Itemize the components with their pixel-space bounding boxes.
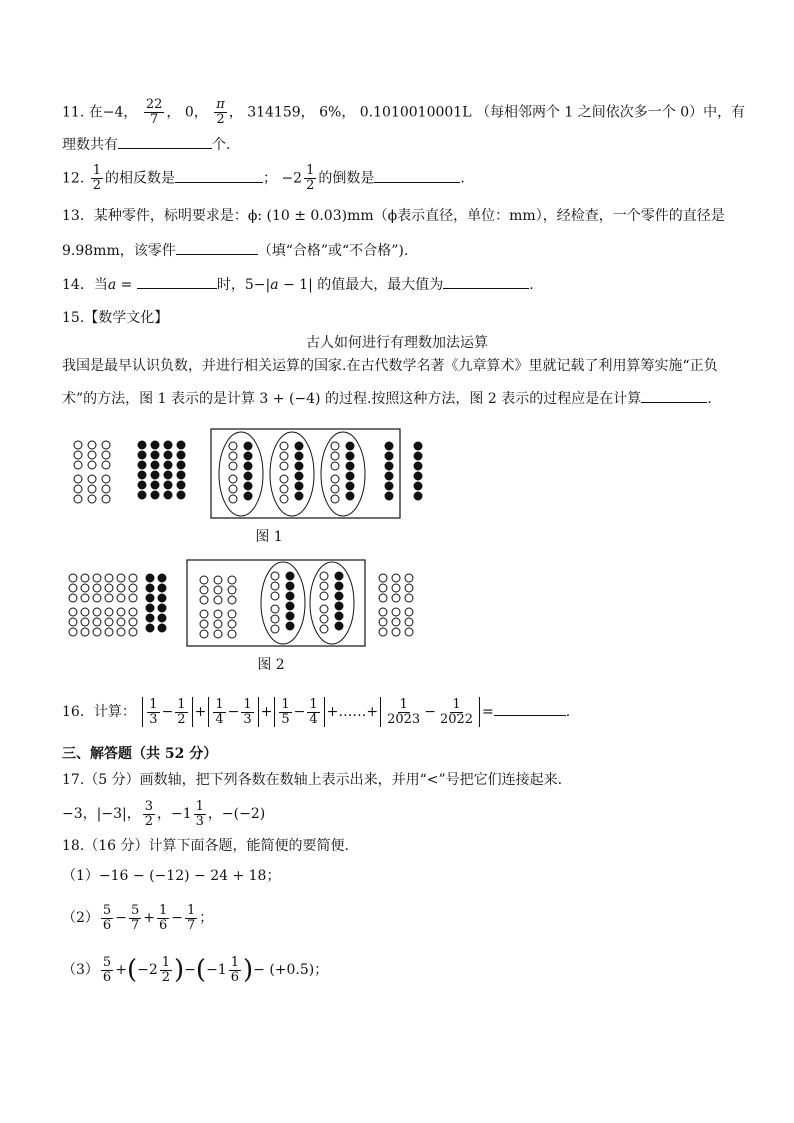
q18-p1-expr: −16 − (−12) − 24 + 18； <box>98 868 281 884</box>
q15-title-text: 古人如何进行有理数加法运算 <box>306 335 488 351</box>
q13-text: 13．某种零件，标明要求是：ϕ: (10 ± 0.03)mm（ϕ表示直径，单位：mm），经检查，一个零件的直径是 <box>62 208 725 224</box>
white-counter <box>117 594 125 602</box>
black-counter <box>286 602 294 610</box>
q16-frac-1-2 <box>175 698 187 727</box>
q18-p2-end: ； <box>199 910 214 926</box>
frac-den: 2023 <box>387 711 421 727</box>
q17-frac-3-2 <box>143 800 155 829</box>
q14-text1: 14．当 <box>62 277 108 293</box>
white-counter <box>117 608 125 616</box>
q16-frac-1-4 <box>213 698 225 727</box>
q11-pi-num: π <box>216 97 225 112</box>
q18-part1 <box>62 866 280 886</box>
frac <box>101 956 113 985</box>
frac-den: 3 <box>243 711 252 727</box>
q18-part3: （3） $\frac{5}{6}$ +(−2 $\frac{1}{2}$ )−(−1 $\frac{1}{6}$ )− (+0.5)； <box>62 954 329 985</box>
black-counter <box>146 614 154 622</box>
equals-sign: = <box>482 704 494 720</box>
left-paren: ( <box>195 955 207 985</box>
mixed-whole: −1 <box>206 962 227 978</box>
white-counter <box>200 630 208 638</box>
white-counter <box>105 618 113 626</box>
right-paren: ) <box>174 955 185 985</box>
q16-frac-1-4b <box>307 698 319 727</box>
white-counter <box>392 608 400 616</box>
frac-den: 2 <box>161 969 171 985</box>
white-counter <box>105 574 113 582</box>
black-counter <box>146 604 154 612</box>
white-counter <box>228 596 236 604</box>
white-counter <box>105 608 113 616</box>
white-counter <box>69 584 77 592</box>
black-counter <box>146 624 154 632</box>
black-counter <box>158 614 166 622</box>
frac-den: 7 <box>130 917 140 933</box>
q15-label-text: 15.【数学文化】 <box>62 310 169 326</box>
plus-sign: + <box>194 704 207 720</box>
black-counter <box>286 572 294 580</box>
frac-den: 2 <box>144 813 153 829</box>
white-counter <box>405 584 413 592</box>
q11-num-314159: 314159 <box>247 104 301 121</box>
frac-den: 3 <box>149 711 158 727</box>
q16-frac-1-2022 <box>438 698 475 727</box>
frac-den: 4 <box>215 711 224 727</box>
white-counter <box>129 608 137 616</box>
white-counter <box>105 594 113 602</box>
white-counter <box>228 586 236 594</box>
white-counter <box>200 610 208 618</box>
black-counter <box>335 572 343 580</box>
frac-den: 7 <box>186 917 196 933</box>
white-counter <box>81 584 89 592</box>
black-counter <box>286 622 294 630</box>
white-counter <box>214 620 222 628</box>
white-counter <box>105 628 113 636</box>
white-counter <box>200 620 208 628</box>
abs-bar <box>274 697 275 727</box>
white-counter <box>379 628 387 636</box>
q11-note: （每相邻两个 1 之间依次多一个 0）中，有 <box>475 104 746 121</box>
q11-number: 11. <box>62 104 85 121</box>
white-counter <box>214 586 222 594</box>
q11-frac-num: 22 <box>145 97 163 112</box>
black-counter <box>335 592 343 600</box>
abs-bar <box>324 697 325 727</box>
q12-frac-den: 2 <box>92 178 101 193</box>
frac-num: 5 <box>102 954 112 970</box>
q15-para2-end: . <box>707 391 712 407</box>
abs-bar <box>142 697 143 727</box>
white-counter <box>405 628 413 636</box>
white-counter <box>392 574 400 582</box>
q17-numbers-1: −3，|−3|， <box>62 806 141 822</box>
frac-num: 1 <box>195 798 204 814</box>
white-counter <box>93 594 101 602</box>
white-counter <box>129 594 137 602</box>
white-counter <box>81 594 89 602</box>
q11-sep-4: ， <box>228 104 243 121</box>
q18-line <box>62 836 349 856</box>
white-counter <box>405 608 413 616</box>
q12-text2: 的倒数是 <box>318 170 375 187</box>
white-counter <box>271 572 279 580</box>
frac-den: 6 <box>102 969 112 985</box>
black-counter <box>146 584 154 592</box>
white-counter <box>93 618 101 626</box>
white-counter <box>214 610 222 618</box>
black-counter <box>335 622 343 630</box>
frac <box>129 904 141 933</box>
q11-tail: 个. <box>212 137 231 153</box>
section3-title: 三、解答题（共 52 分） <box>62 746 218 762</box>
white-counter <box>228 610 236 618</box>
frac-num: 1 <box>452 696 461 712</box>
q18-p1-label: （1） <box>62 868 99 884</box>
minus-sign: − <box>424 704 436 720</box>
frac <box>160 956 172 985</box>
white-counter <box>228 620 236 628</box>
q12-end: . <box>460 170 465 187</box>
white-counter <box>69 628 77 636</box>
white-counter <box>93 608 101 616</box>
q14-text2: 时，5−| <box>216 277 271 293</box>
q11-sep-1: ， <box>123 104 138 121</box>
white-counter <box>392 628 400 636</box>
frac-num: 5 <box>102 902 112 918</box>
white-counter <box>81 608 89 616</box>
black-counter <box>158 624 166 632</box>
q11-sep-5: ， <box>300 104 315 121</box>
frac-num: 1 <box>177 696 186 712</box>
q11-num-decimal: 0.1010010001L <box>359 104 472 121</box>
white-counter <box>69 618 77 626</box>
black-counter <box>158 604 166 612</box>
q14-end: . <box>529 277 534 293</box>
white-counter <box>320 605 328 613</box>
q16-end: . <box>565 704 571 720</box>
white-counter <box>379 608 387 616</box>
q16-answer-blank[interactable] <box>494 701 566 716</box>
q12-sep: ； <box>263 170 277 187</box>
white-counter <box>69 594 77 602</box>
black-counter <box>146 574 154 582</box>
q12-frac-num: 1 <box>92 163 101 178</box>
q12-mixed-whole: −2 <box>281 170 303 187</box>
white-counter <box>129 584 137 592</box>
figure-2-caption-text: 图 2 <box>257 657 285 673</box>
minus-sign: − <box>227 704 240 720</box>
q13-text2a: 9.98mm，该零件 <box>62 243 176 259</box>
white-counter <box>271 625 279 633</box>
black-counter <box>286 582 294 590</box>
white-counter <box>405 618 413 626</box>
white-counter <box>129 628 137 636</box>
frac-num: 1 <box>281 696 290 712</box>
abs-bar <box>192 697 193 727</box>
frac-den: 5 <box>281 711 290 727</box>
black-counter <box>286 612 294 620</box>
q16-frac-1-3b <box>241 698 253 727</box>
white-counter <box>392 584 400 592</box>
q17-numbers-3: ，−(−2) <box>207 806 266 822</box>
q16-label: 16．计算： <box>62 704 136 720</box>
q17-line1 <box>62 770 562 790</box>
q14-var-a2: a <box>270 277 279 293</box>
white-counter <box>271 592 279 600</box>
white-counter <box>271 615 279 623</box>
q18-p3-tail: − (+0.5)； <box>253 962 329 978</box>
frac-num: 1 <box>243 696 252 712</box>
q18-p3-label: （3） <box>62 962 99 978</box>
plus-sign: + <box>260 704 273 720</box>
white-counter <box>320 592 328 600</box>
q17-mixed-frac <box>194 800 206 829</box>
q11-intro: 在 <box>88 104 103 121</box>
frac-num: 1 <box>149 696 158 712</box>
black-counter <box>335 582 343 590</box>
white-counter <box>214 596 222 604</box>
abs-bar <box>380 697 381 727</box>
q11-frac-den: 7 <box>149 112 159 127</box>
white-counter <box>81 618 89 626</box>
frac-num: 1 <box>230 954 239 970</box>
abs-bar <box>479 697 480 727</box>
white-counter <box>117 584 125 592</box>
abs-bar <box>208 697 209 727</box>
section3-heading <box>62 744 217 764</box>
frac-num: 1 <box>158 902 168 918</box>
q16-frac-1-3 <box>147 698 159 727</box>
q15-para2-text: 术”的方法，图 1 表示的是计算 3 + (−4) 的过程.按照这种方法，图 2 表示的过程应是在计算 <box>62 391 642 407</box>
frac <box>185 904 197 933</box>
black-counter <box>146 594 154 602</box>
white-counter <box>320 615 328 623</box>
white-counter <box>129 574 137 582</box>
minus-sign: − <box>293 704 306 720</box>
frac <box>157 904 169 933</box>
white-counter <box>69 608 77 616</box>
q17-numbers-2: ，−1 <box>157 806 192 822</box>
q18-text: 18.（16 分）计算下面各题，能简便的要简便. <box>62 838 349 854</box>
q12-mixed-num: 1 <box>306 163 315 178</box>
white-counter <box>320 625 328 633</box>
white-counter <box>129 618 137 626</box>
white-counter <box>392 594 400 602</box>
white-counter <box>117 574 125 582</box>
black-counter <box>158 574 166 582</box>
q17-line2 <box>62 796 265 832</box>
frac-den: 4 <box>309 711 318 727</box>
figure-2-caption <box>0 656 668 674</box>
mixed-whole: −2 <box>137 962 158 978</box>
white-counter <box>93 628 101 636</box>
frac-num: 1 <box>399 696 408 712</box>
frac-num: 1 <box>161 954 171 970</box>
q11-line2-text: 理数共有 <box>62 137 118 153</box>
white-counter <box>214 576 222 584</box>
white-counter <box>320 572 328 580</box>
q13-text2b: （填“合格”或“不合格”). <box>257 243 409 259</box>
q15-para1-text: 我国是最早认识负数，并进行相关运算的国家.在古代数学名著《九章算术》里就记载了利用算筹实施“正负 <box>62 358 718 374</box>
frac <box>101 904 113 933</box>
right-paren: ) <box>242 955 254 985</box>
black-counter <box>335 602 343 610</box>
white-counter <box>320 582 328 590</box>
white-counter <box>271 582 279 590</box>
q16-dots: +……+ <box>326 704 379 720</box>
q18-part2: （2） $\frac{5}{6}$ − $\frac{5}{7}$ + $\frac{1}{6}$ − $\frac{1}{7}$ ； <box>62 902 214 933</box>
white-counter <box>228 576 236 584</box>
white-counter <box>117 618 125 626</box>
white-counter <box>379 574 387 582</box>
black-counter <box>286 592 294 600</box>
q16-frac-1-5 <box>279 698 291 727</box>
frac-num: 1 <box>309 696 318 712</box>
black-counter <box>335 612 343 620</box>
q11-sep-3: ， <box>193 104 208 121</box>
q12-text1: 的相反数是 <box>105 170 175 187</box>
white-counter <box>200 596 208 604</box>
white-counter <box>81 628 89 636</box>
white-counter <box>379 584 387 592</box>
frac-den: 2 <box>177 711 186 727</box>
left-paren: ( <box>126 955 138 985</box>
white-counter <box>93 574 101 582</box>
q11-sep-6: ， <box>341 104 356 121</box>
frac-num: 1 <box>215 696 224 712</box>
q18-p2-label: （2） <box>62 910 99 926</box>
white-counter <box>117 628 125 636</box>
white-counter <box>200 586 208 594</box>
q11-num-6pct: 6% <box>319 104 342 121</box>
white-counter <box>271 605 279 613</box>
q14-eq: = <box>116 277 137 293</box>
black-counter <box>158 594 166 602</box>
q16-line <box>62 692 570 732</box>
white-counter <box>214 630 222 638</box>
white-counter <box>392 618 400 626</box>
white-counter <box>93 584 101 592</box>
white-counter <box>405 574 413 582</box>
white-counter <box>379 594 387 602</box>
q12-mixed-den: 2 <box>306 178 315 193</box>
q16-frac-1-2023 <box>385 698 422 727</box>
white-counter <box>69 574 77 582</box>
frac-num: 5 <box>130 902 140 918</box>
q14-var-a: a <box>107 277 117 293</box>
white-counter <box>105 584 113 592</box>
frac-den: 2022 <box>439 711 474 727</box>
q17-text: 17.（5 分）画数轴，把下列各数在数轴上表示出来，并用“<”号把它们连接起来. <box>62 772 563 788</box>
q12-number: 12. <box>62 170 85 187</box>
frac-den: 6 <box>230 969 239 985</box>
q11-pi-den: 2 <box>216 112 225 127</box>
frac-num: 3 <box>144 798 153 814</box>
frac-den: 6 <box>102 917 112 933</box>
white-counter <box>405 594 413 602</box>
figure-1-caption-text: 图 1 <box>255 529 283 545</box>
figure-2-group-ellipse <box>310 562 354 644</box>
q11-sep-2: ， <box>166 104 181 121</box>
white-counter <box>200 576 208 584</box>
figure-2-group-ellipse <box>261 562 305 644</box>
white-counter <box>228 630 236 638</box>
frac <box>229 956 241 985</box>
minus-sign: − <box>161 704 174 720</box>
q11-num-neg4: −4 <box>102 104 124 121</box>
black-counter <box>158 584 166 592</box>
frac-num: 1 <box>186 902 196 918</box>
frac-den: 6 <box>158 917 168 933</box>
figure-2-drawing <box>69 560 413 646</box>
frac-den: 3 <box>195 813 204 829</box>
abs-bar <box>258 697 259 727</box>
white-counter <box>81 574 89 582</box>
q11-num-0: 0 <box>184 104 194 121</box>
q14-text3: − 1| 的值最大，最大值为 <box>278 277 444 293</box>
white-counter <box>379 618 387 626</box>
